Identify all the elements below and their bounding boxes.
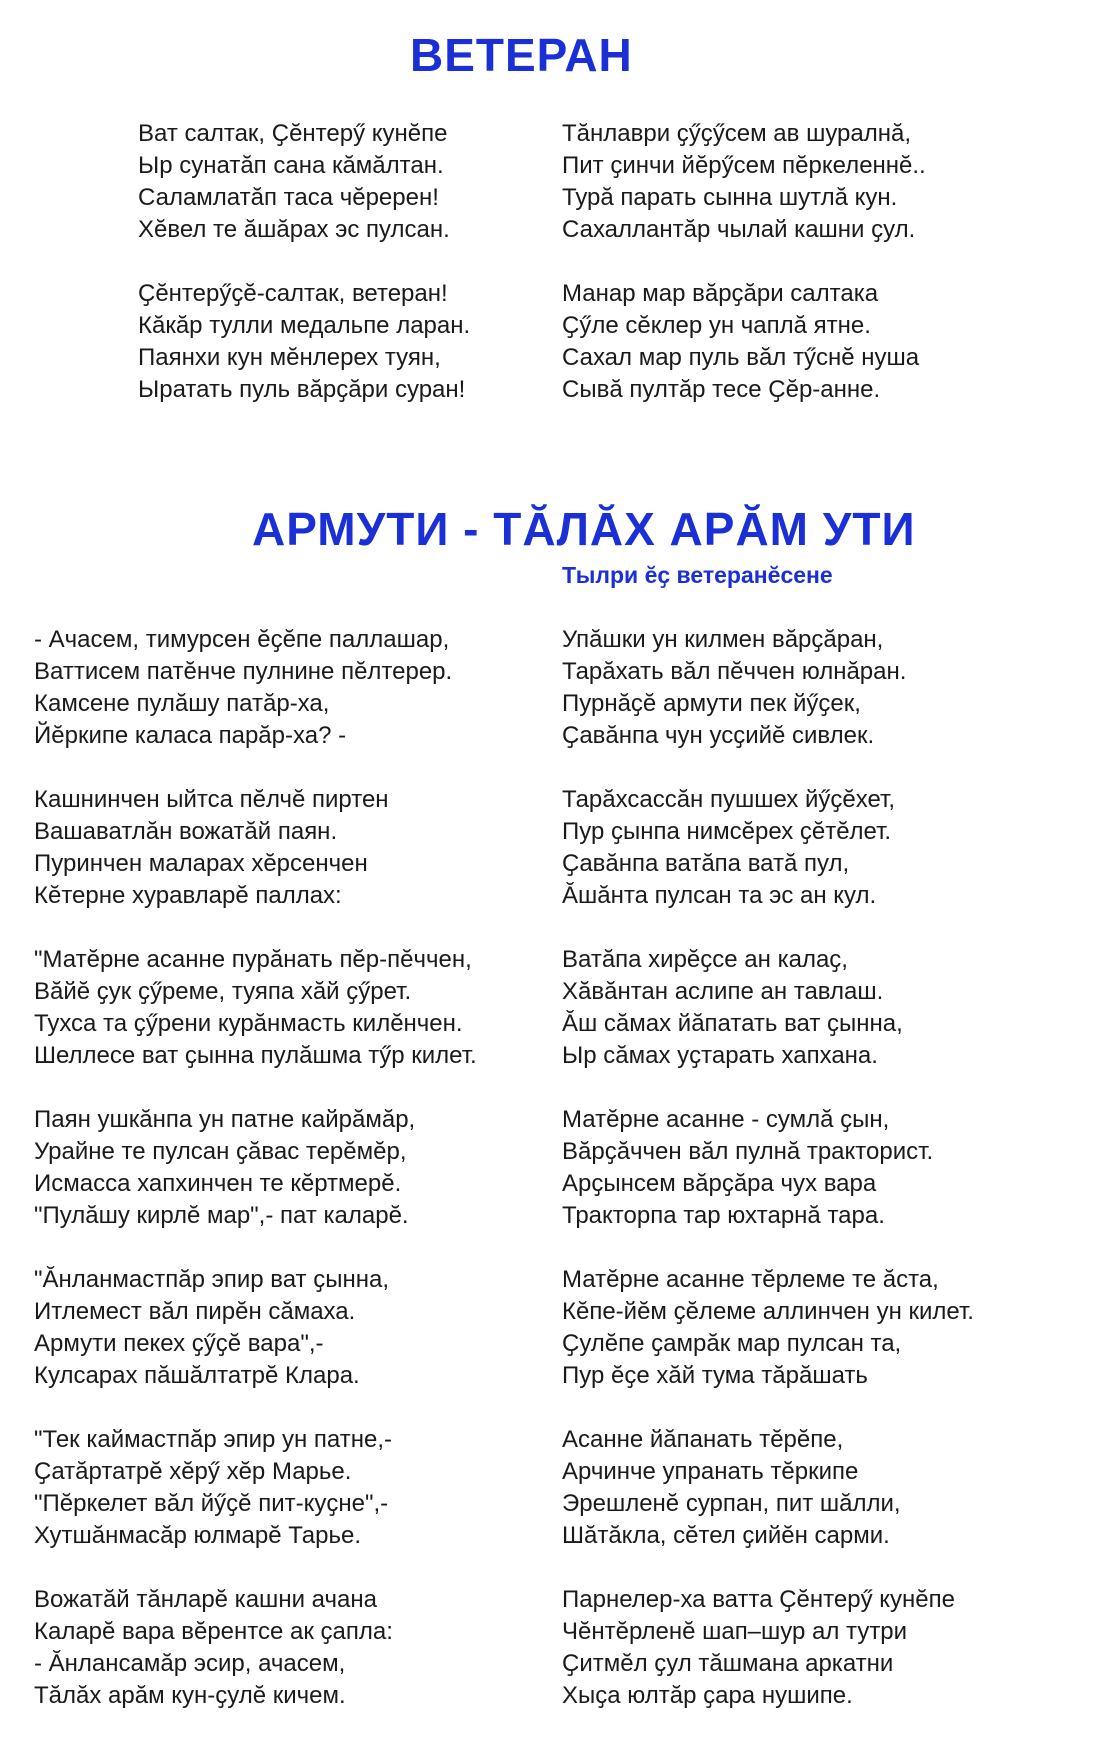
verse-line: Ӑшӑнта пулсан та эс ан кул.	[562, 882, 877, 909]
verse-line: Хӑвӑнтан аслипе ан тавлаш.	[562, 978, 884, 1005]
verse-line: Шӑтӑкла, сӗтел ҫийӗн сарми.	[562, 1522, 890, 1549]
verse-line: Тухса та ҫӳрени курӑнмасть килӗнчен.	[34, 1010, 463, 1037]
verse-line: Тарӑхать вӑл пӗччен юлнӑран.	[562, 658, 907, 685]
verse-line: Парнелер-ха ватта Ҫӗнтерӳ кунӗпе	[562, 1586, 955, 1613]
verse-line: Сахаллантӑр чылай кашни ҫул.	[562, 216, 916, 243]
verse-line: Манар мар вӑрҫӑри салтака	[562, 280, 879, 307]
verse-line: Эрешленӗ сурпан, пит шӑлли,	[562, 1490, 901, 1517]
verse-line: Кулсарах пӑшӑлтатрӗ Клара.	[34, 1362, 360, 1389]
stanza	[34, 1104, 554, 1232]
stanza	[562, 1264, 1082, 1392]
verse-line: Ваттисем патӗнче пулнине пӗлтерер.	[34, 658, 453, 685]
verse-line: Ҫӗнтерӳҫӗ-салтак, ветеран!	[138, 280, 448, 307]
verse-line: Ҫитмӗл ҫул тӑшмана аркатни	[562, 1650, 894, 1677]
verse-line: Кӑкӑр тулли медальпе ларан.	[138, 312, 471, 339]
verse-line: Матӗрне асанне тӗрлеме те ӑста,	[562, 1266, 939, 1293]
verse-line: Вӑйӗ ҫук ҫӳреме, туяпа хӑй ҫӳрет.	[34, 978, 412, 1005]
verse-line: - Ӑнлансамӑр эсир, ачасем,	[34, 1650, 346, 1677]
verse-line: Сывӑ пултӑр тесе Ҫӗр-анне.	[562, 376, 881, 403]
poem-1-title: ВЕТЕРАН	[410, 29, 633, 81]
verse-line: Асанне йӑпанать тӗрӗпе,	[562, 1426, 844, 1453]
verse-line: Ҫӳле сӗклер ун чаплӑ ятне.	[562, 312, 871, 339]
verse-line: Ҫулӗпе ҫамрӑк мар пулсан та,	[562, 1330, 902, 1357]
verse-line: Кӗпе-йӗм ҫӗлеме аллинчен ун килет.	[562, 1298, 974, 1325]
verse-line: Йӗркипе каласа парӑр-ха? -	[34, 722, 347, 749]
verse-line: Тракторпа тар юхтарнӑ тара.	[562, 1202, 885, 1229]
verse-line: Ҫавӑнпа чун усҫийӗ сивлек.	[562, 722, 875, 749]
verse-line: Пур ӗҫе хӑй тума тӑрӑшать	[562, 1362, 868, 1389]
stanza	[562, 1584, 1082, 1712]
stanza	[34, 624, 554, 752]
verse-line: Арҫынсем вӑрҫӑра чух вара	[562, 1170, 877, 1197]
stanza	[34, 1264, 554, 1392]
stanza	[562, 1104, 1082, 1232]
verse-line: Саламлатӑп таса чӗререн!	[138, 184, 439, 211]
verse-line: Паянхи кун мӗнлерех туян,	[138, 344, 441, 371]
verse-line: Кашнинчен ыйтса пӗлчӗ пиртен	[34, 786, 389, 813]
verse-line: Ӑш сӑмах йӑпатать ват ҫынна,	[562, 1010, 903, 1037]
stanza	[562, 784, 1082, 912]
verse-line: Пур ҫынпа нимсӗрех ҫӗтӗлет.	[562, 818, 892, 845]
stanza	[562, 118, 1082, 246]
stanza	[562, 624, 1082, 752]
verse-line: Паян ушкӑнпа ун патне кайрӑмӑр,	[34, 1106, 416, 1133]
stanza	[34, 784, 554, 912]
verse-line: Хӗвел те ӑшӑрах эс пулсан.	[138, 216, 450, 243]
verse-line: Упӑшки ун килмен вӑрҫӑран,	[562, 626, 884, 653]
verse-line: Хыҫа юлтӑр ҫара нушипе.	[562, 1682, 853, 1709]
verse-line: Вашаватлӑн вожатӑй паян.	[34, 818, 338, 845]
verse-line: Пурнӑҫӗ армути пек йӳҫек,	[562, 690, 861, 717]
poem-2-right-column	[562, 624, 1082, 1744]
verse-line: Тӑнлаври ҫӳҫӳсем ав шуралнӑ,	[562, 120, 912, 147]
stanza	[34, 944, 554, 1072]
verse-line: Вожатӑй тӑнларӗ кашни ачана	[34, 1586, 377, 1613]
verse-line: Пуринчен маларах хӗрсенчен	[34, 850, 368, 877]
stanza	[34, 1424, 554, 1552]
verse-line: Итлемест вӑл пирӗн сӑмаха.	[34, 1298, 356, 1325]
verse-line: Турӑ парать сынна шутлӑ кун.	[562, 184, 898, 211]
verse-line: Каларӗ вара вӗрентсе ак ҫапла:	[34, 1618, 393, 1645]
poem-2-left-column	[34, 624, 554, 1744]
verse-line: Ват салтак, Ҫӗнтерӳ кунӗпе	[138, 120, 448, 147]
verse-line: Ыр сӑмах уҫтарать хапхана.	[562, 1042, 878, 1069]
verse-line: Кӗтерне хуравларӗ паллах:	[34, 882, 342, 909]
verse-line: Хутшӑнмасӑр юлмарӗ Тарье.	[34, 1522, 362, 1549]
verse-line: Пит ҫинчи йӗрӳсем пӗркеленнӗ..	[562, 152, 926, 179]
verse-line: Ыратать пуль вӑрҫӑри суран!	[138, 376, 466, 403]
verse-line: Матӗрне асанне - сумлӑ ҫын,	[562, 1106, 890, 1133]
verse-line: Тӑлӑх арӑм кун-ҫулӗ кичем.	[34, 1682, 346, 1709]
verse-line: Урайне те пулсан ҫӑвас терӗмӗр,	[34, 1138, 407, 1165]
verse-line: Вӑрҫӑччен вӑл пулнӑ тракторист.	[562, 1138, 934, 1165]
poem-1-right-column	[562, 118, 1082, 438]
stanza	[34, 1584, 554, 1712]
verse-line: "Тек каймастпӑр эпир ун патне,-	[34, 1426, 392, 1453]
verse-line: Армути пекех ҫӳҫӗ вара",-	[34, 1330, 324, 1357]
verse-line: Исмасса хапхинчен те кӗртмерӗ.	[34, 1170, 402, 1197]
stanza	[562, 1424, 1082, 1552]
verse-line: "Ӑнланмастпӑр эпир ват ҫынна,	[34, 1266, 389, 1293]
verse-line: "Матӗрне асанне пурӑнать пӗр-пӗччен,	[34, 946, 472, 973]
stanza	[562, 278, 1082, 406]
verse-line: Ҫатӑртатрӗ хӗрӳ хӗр Марье.	[34, 1458, 352, 1485]
verse-line: Камсене пулӑшу патӑр-ха,	[34, 690, 330, 717]
poem-2-dedication: Тылри ӗҫ ветеранӗсене	[562, 562, 833, 588]
verse-line: "Пулӑшу кирлӗ мар",- пат каларӗ.	[34, 1202, 409, 1229]
poem-2-title: АРМУТИ - ТӐЛӐХ АРӐМ УТИ	[252, 503, 916, 555]
verse-line: Чӗнтӗрленӗ шап–шур ал тутри	[562, 1618, 908, 1645]
verse-line: Шеллесе ват ҫынна пулӑшма тӳр килет.	[34, 1042, 477, 1069]
verse-line: Ватӑпа хирӗҫсе ан калаҫ,	[562, 946, 848, 973]
verse-line: Ҫавӑнпа ватӑпа ватӑ пул,	[562, 850, 850, 877]
verse-line: Ыр сунатӑп сана кӑмӑлтан.	[138, 152, 444, 179]
stanza	[562, 944, 1082, 1072]
verse-line: - Ачасем, тимурсен ӗҫӗпе паллашар,	[34, 626, 450, 653]
verse-line: Тарӑхсассӑн пушшех йӳҫӗхет,	[562, 786, 895, 813]
verse-line: Сахал мар пуль вӑл тӳснӗ нуша	[562, 344, 920, 371]
verse-line: "Пӗркелет вӑл йӳҫӗ пит-куҫне",-	[34, 1490, 389, 1517]
verse-line: Арчинче упранать тӗркипе	[562, 1458, 859, 1485]
